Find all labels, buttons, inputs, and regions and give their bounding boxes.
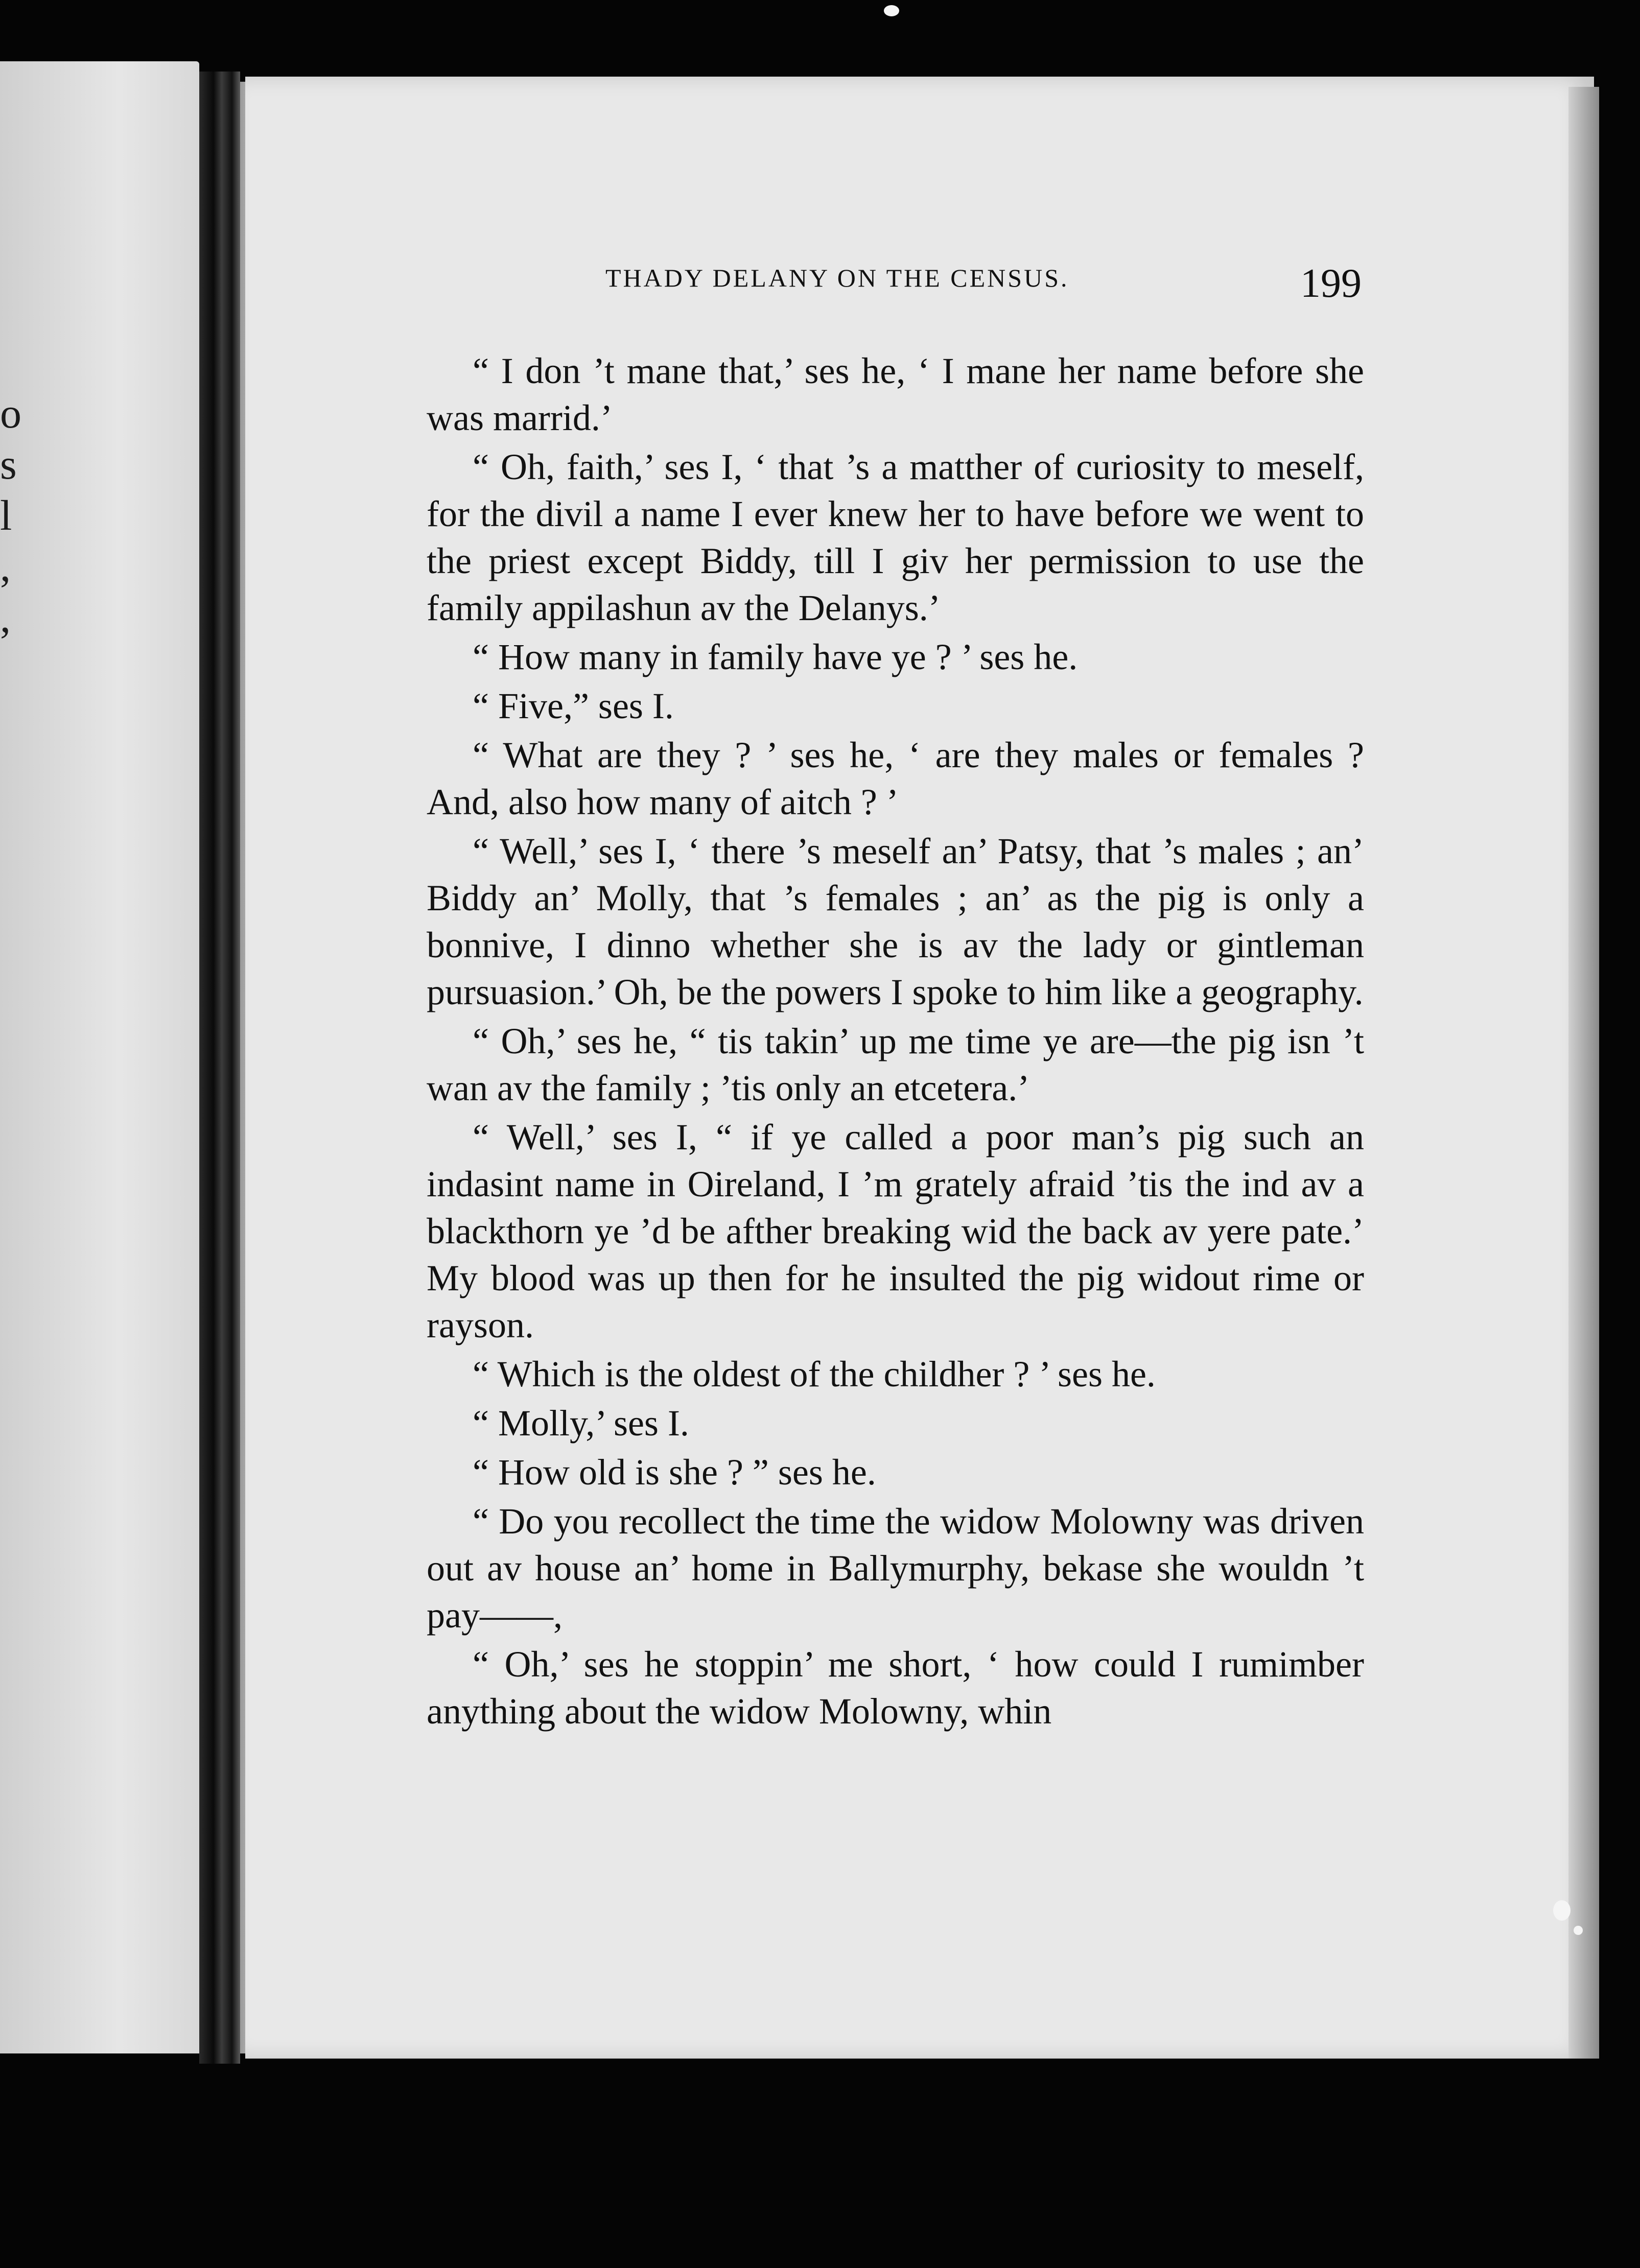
running-head: THADY DELANY ON THE CENSUS.	[605, 264, 1069, 292]
page-number: 199	[1300, 261, 1362, 306]
body-text	[427, 347, 1364, 1737]
paragraph: “ How many in family have ye ? ’ ses he.	[473, 636, 1078, 677]
paragraph: “ Five,” ses I.	[473, 686, 674, 726]
paragraph: “ I don ’t mane that,’ ses he, ‘ I mane her name before she was marrid.’	[427, 350, 1364, 438]
paragraph: “ Well,’ ses I, ‘ there ’s meself an’ Patsy, that ’s males ; an’ Biddy an’ Molly, that ’s females ; an’ as the pig is only a bonnive, I dinno whether she is av the lady or gintleman pursuasion.’ Oh, be the powers I spoke to him like a geography.	[427, 831, 1364, 1012]
paragraph: “ Well,’ ses I, “ if ye called a poor man’s pig such an indasint name in Oireland, I ’m grately afraid ’tis the ind av a blackthorn ye ’d be afther breaking wid the back av yere pate.’ My blood was up then for he insulted the pig widout rime or rayson.	[427, 1117, 1364, 1345]
paragraph: “ What are they ? ’ ses he, ‘ are they males or females ? And, also how many of aitch ? ’	[427, 735, 1364, 822]
book-gutter	[199, 72, 240, 2064]
paragraph: “ Oh, faith,’ ses I, ‘ that ’s a matther of curiosity to meself, for the divil a name I ever knew her to have before we went to the priest except Biddy, till I giv her permission to use the family appilashun av the Delanys.’	[427, 446, 1364, 628]
scan-speck	[1553, 1900, 1571, 1921]
paragraph: “ Oh,’ ses he, “ tis takin’ up me time ye are—the pig isn ’t wan av the family ; ’tis only an etcetera.’	[427, 1021, 1364, 1108]
left-page-bleed-text: o s l , ,	[0, 390, 21, 642]
paragraph: “ Which is the oldest of the childher ? ’ ses he.	[473, 1354, 1156, 1395]
paragraph: “ How old is she ? ” ses he.	[473, 1452, 876, 1493]
paragraph: “ Oh,’ ses he stoppin’ me short, ‘ how could I rumimber anything about the widow Molowny, whin	[427, 1644, 1364, 1732]
page-right-edge	[1568, 87, 1599, 2059]
scan-speck	[884, 5, 899, 16]
paragraph: “ Do you recollect the time the widow Molowny was driven out av house an’ home in Ballymurphy, bekase she wouldn ’t pay——,	[427, 1501, 1364, 1636]
left-facing-page	[0, 61, 199, 2053]
scan-speck	[1574, 1926, 1583, 1935]
paragraph: “ Molly,’ ses I.	[473, 1403, 689, 1444]
